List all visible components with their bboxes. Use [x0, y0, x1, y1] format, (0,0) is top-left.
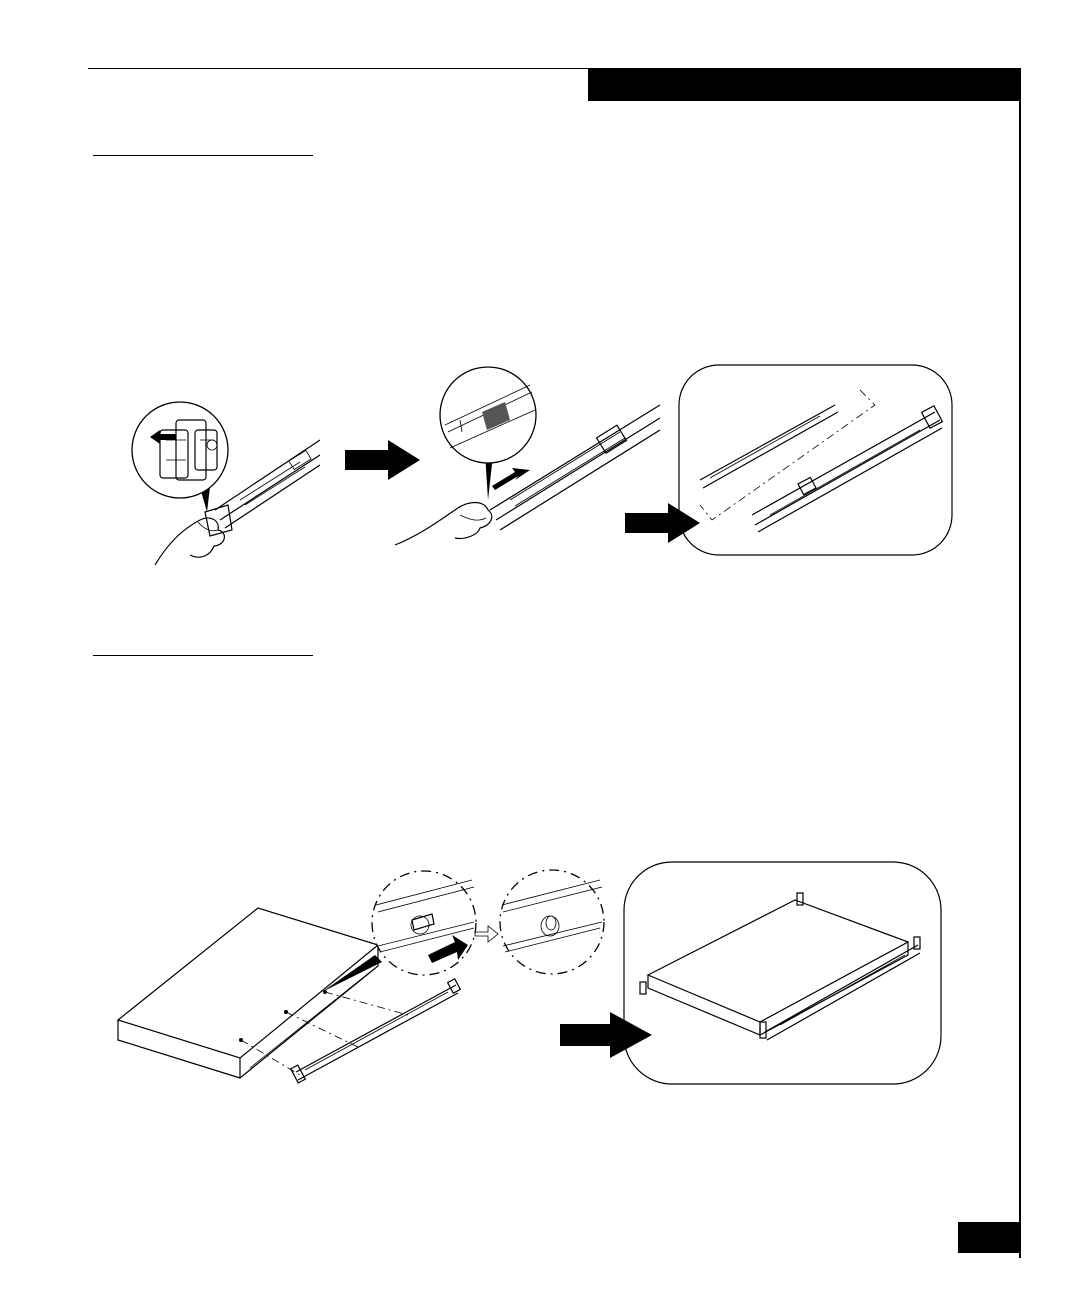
- arrow-right-icon: [560, 1012, 652, 1058]
- hollow-arrow-right-icon: [475, 926, 498, 942]
- panel-chassis-assembled: [624, 862, 941, 1084]
- page-number-tab: [958, 1222, 1021, 1253]
- zoom-circle-locked: [500, 870, 604, 974]
- zoom-circle-pin: [372, 871, 476, 975]
- panel-zoom-pin: [372, 870, 604, 975]
